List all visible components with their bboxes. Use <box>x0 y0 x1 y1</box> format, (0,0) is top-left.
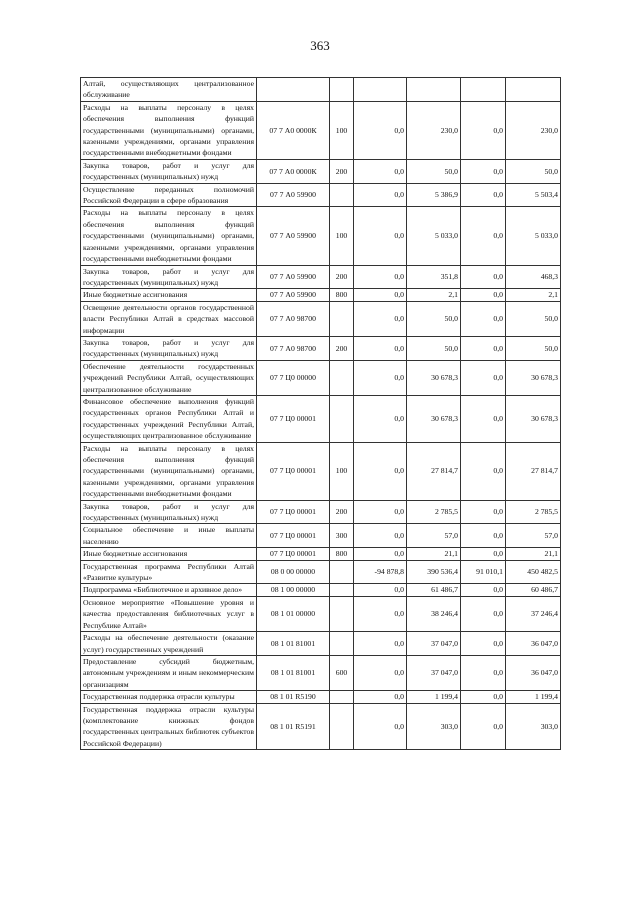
amount-current-cell <box>407 78 461 102</box>
amount-change-cell <box>354 78 407 102</box>
target-code-cell: 07 7 А0 98700 <box>257 301 330 336</box>
amount-adjustment-cell: 0,0 <box>461 336 506 360</box>
expense-type-cell <box>330 703 354 750</box>
amount-total-cell: 36 047,0 <box>506 655 561 690</box>
amount-adjustment-cell: 0,0 <box>461 442 506 500</box>
row-name-cell: Алтай, осуществляющих централизованное обслуживание <box>81 78 257 102</box>
expense-type-cell <box>330 301 354 336</box>
amount-change-cell: 0,0 <box>354 207 407 265</box>
amount-change-cell: 0,0 <box>354 183 407 207</box>
amount-adjustment-cell: 0,0 <box>461 548 506 560</box>
amount-adjustment-cell <box>461 78 506 102</box>
amount-current-cell: 5 033,0 <box>407 207 461 265</box>
amount-total-cell: 57,0 <box>506 524 561 548</box>
amount-current-cell: 303,0 <box>407 703 461 750</box>
row-name-cell: Социальное обеспечение и иные выплаты населению <box>81 524 257 548</box>
expense-type-cell: 800 <box>330 548 354 560</box>
amount-total-cell: 2 785,5 <box>506 500 561 524</box>
table-row <box>81 560 561 584</box>
amount-adjustment-cell: 0,0 <box>461 524 506 548</box>
amount-total-cell: 60 486,7 <box>506 584 561 596</box>
amount-total-cell: 468,3 <box>506 265 561 289</box>
amount-total-cell: 27 814,7 <box>506 442 561 500</box>
row-name-cell: Закупка товаров, работ и услуг для государственных (муниципальных) нужд <box>81 500 257 524</box>
target-code-cell: 07 7 Ц0 00001 <box>257 500 330 524</box>
amount-current-cell: 50,0 <box>407 301 461 336</box>
row-name-cell: Обеспечение деятельности государственных учреждений Республики Алтай, осуществляющих централизованное обслуживание <box>81 360 257 395</box>
amount-total-cell: 450 482,5 <box>506 560 561 584</box>
amount-adjustment-cell: 0,0 <box>461 207 506 265</box>
table-row <box>81 655 561 690</box>
amount-total-cell: 21,1 <box>506 548 561 560</box>
row-name-cell: Освещение деятельности органов государственной власти Республики Алтай в средствах массовой информации <box>81 301 257 336</box>
row-name-cell: Закупка товаров, работ и услуг для государственных (муниципальных) нужд <box>81 159 257 183</box>
target-code-cell: 07 7 А0 0000К <box>257 159 330 183</box>
amount-adjustment-cell: 0,0 <box>461 691 506 703</box>
target-code-cell: 08 0 00 00000 <box>257 560 330 584</box>
target-code-cell: 08 1 01 81001 <box>257 632 330 656</box>
amount-current-cell: 21,1 <box>407 548 461 560</box>
row-name-cell: Иные бюджетные ассигнования <box>81 289 257 301</box>
amount-change-cell: 0,0 <box>354 632 407 656</box>
amount-total-cell: 30 678,3 <box>506 360 561 395</box>
expense-type-cell <box>330 584 354 596</box>
expense-type-cell: 200 <box>330 159 354 183</box>
target-code-cell: 08 1 01 R5191 <box>257 703 330 750</box>
row-name-cell: Финансовое обеспечение выполнения функций государственных органов Республики Алтай и государственных учреждений Республики Алтай, осуществляющих централизованное обслуживание <box>81 395 257 442</box>
table-row <box>81 78 561 102</box>
amount-adjustment-cell: 0,0 <box>461 632 506 656</box>
budget-table <box>80 77 561 750</box>
amount-current-cell: 38 246,4 <box>407 596 461 631</box>
expense-type-cell: 600 <box>330 655 354 690</box>
table-row <box>81 548 561 560</box>
expense-type-cell <box>330 560 354 584</box>
amount-total-cell: 37 246,4 <box>506 596 561 631</box>
expense-type-cell <box>330 360 354 395</box>
row-name-cell: Расходы на выплаты персоналу в целях обеспечения выполнения функций государственными (муниципальными) органами, казенными учреждениями, органами управления государственными внебюджетными фондами <box>81 442 257 500</box>
amount-change-cell: 0,0 <box>354 301 407 336</box>
table-row <box>81 336 561 360</box>
target-code-cell: 07 7 А0 0000К <box>257 101 330 159</box>
target-code-cell: 07 7 Ц0 00001 <box>257 395 330 442</box>
expense-type-cell: 200 <box>330 500 354 524</box>
amount-change-cell: 0,0 <box>354 442 407 500</box>
table-row <box>81 360 561 395</box>
expense-type-cell: 200 <box>330 265 354 289</box>
amount-adjustment-cell: 0,0 <box>461 289 506 301</box>
amount-total-cell: 36 047,0 <box>506 632 561 656</box>
table-row <box>81 265 561 289</box>
expense-type-cell: 100 <box>330 207 354 265</box>
amount-adjustment-cell: 0,0 <box>461 584 506 596</box>
amount-change-cell: 0,0 <box>354 524 407 548</box>
table-row <box>81 500 561 524</box>
expense-type-cell <box>330 78 354 102</box>
target-code-cell: 07 7 Ц0 00001 <box>257 524 330 548</box>
amount-current-cell: 50,0 <box>407 336 461 360</box>
amount-total-cell: 1 199,4 <box>506 691 561 703</box>
amount-total-cell <box>506 78 561 102</box>
expense-type-cell: 100 <box>330 101 354 159</box>
target-code-cell: 07 7 А0 98700 <box>257 336 330 360</box>
target-code-cell: 07 7 А0 59900 <box>257 207 330 265</box>
amount-current-cell: 37 047,0 <box>407 655 461 690</box>
amount-adjustment-cell: 0,0 <box>461 395 506 442</box>
target-code-cell <box>257 78 330 102</box>
target-code-cell: 08 1 01 00000 <box>257 596 330 631</box>
amount-total-cell: 30 678,3 <box>506 395 561 442</box>
amount-current-cell: 230,0 <box>407 101 461 159</box>
amount-current-cell: 1 199,4 <box>407 691 461 703</box>
amount-total-cell: 50,0 <box>506 336 561 360</box>
expense-type-cell: 300 <box>330 524 354 548</box>
amount-change-cell: 0,0 <box>354 548 407 560</box>
amount-total-cell: 303,0 <box>506 703 561 750</box>
amount-change-cell: 0,0 <box>354 360 407 395</box>
amount-adjustment-cell: 0,0 <box>461 655 506 690</box>
expense-type-cell <box>330 691 354 703</box>
table-row <box>81 101 561 159</box>
amount-adjustment-cell: 0,0 <box>461 360 506 395</box>
amount-current-cell: 351,8 <box>407 265 461 289</box>
page-number: 363 <box>310 38 330 53</box>
row-name-cell: Государственная программа Республики Алтай «Развитие культуры» <box>81 560 257 584</box>
row-name-cell: Расходы на выплаты персоналу в целях обеспечения выполнения функций государственными (муниципальными) органами, казенными учреждениями, органами управления государственными внебюджетными фондами <box>81 101 257 159</box>
amount-change-cell: 0,0 <box>354 101 407 159</box>
target-code-cell: 08 1 01 R5190 <box>257 691 330 703</box>
amount-change-cell: 0,0 <box>354 289 407 301</box>
table-row <box>81 301 561 336</box>
amount-change-cell: 0,0 <box>354 395 407 442</box>
table-row <box>81 289 561 301</box>
target-code-cell: 07 7 А0 59900 <box>257 183 330 207</box>
row-name-cell: Иные бюджетные ассигнования <box>81 548 257 560</box>
amount-current-cell: 61 486,7 <box>407 584 461 596</box>
amount-change-cell: 0,0 <box>354 500 407 524</box>
target-code-cell: 07 7 А0 59900 <box>257 265 330 289</box>
row-name-cell: Осуществление переданных полномочий Российской Федерации в сфере образования <box>81 183 257 207</box>
amount-current-cell: 2 785,5 <box>407 500 461 524</box>
row-name-cell: Государственная поддержка отрасли культуры <box>81 691 257 703</box>
amount-change-cell: 0,0 <box>354 159 407 183</box>
table-row <box>81 703 561 750</box>
expense-type-cell <box>330 632 354 656</box>
amount-change-cell: 0,0 <box>354 336 407 360</box>
amount-current-cell: 5 386,9 <box>407 183 461 207</box>
amount-adjustment-cell: 0,0 <box>461 159 506 183</box>
amount-change-cell: 0,0 <box>354 655 407 690</box>
expense-type-cell <box>330 183 354 207</box>
target-code-cell: 07 7 А0 59900 <box>257 289 330 301</box>
amount-total-cell: 5 503,4 <box>506 183 561 207</box>
amount-current-cell: 30 678,3 <box>407 360 461 395</box>
expense-type-cell: 200 <box>330 336 354 360</box>
table-row <box>81 395 561 442</box>
amount-change-cell: 0,0 <box>354 703 407 750</box>
target-code-cell: 08 1 01 81001 <box>257 655 330 690</box>
expense-type-cell <box>330 596 354 631</box>
table-row <box>81 596 561 631</box>
row-name-cell: Подпрограмма «Библиотечное и архивное дело» <box>81 584 257 596</box>
amount-change-cell: 0,0 <box>354 584 407 596</box>
amount-total-cell: 2,1 <box>506 289 561 301</box>
row-name-cell: Закупка товаров, работ и услуг для государственных (муниципальных) нужд <box>81 336 257 360</box>
expense-type-cell <box>330 395 354 442</box>
amount-current-cell: 37 047,0 <box>407 632 461 656</box>
amount-change-cell: -94 878,8 <box>354 560 407 584</box>
expense-type-cell: 100 <box>330 442 354 500</box>
row-name-cell: Предоставление субсидий бюджетным, автономным учреждениям и иным некоммерческим организациям <box>81 655 257 690</box>
amount-adjustment-cell: 0,0 <box>461 301 506 336</box>
amount-current-cell: 390 536,4 <box>407 560 461 584</box>
amount-total-cell: 50,0 <box>506 159 561 183</box>
amount-total-cell: 230,0 <box>506 101 561 159</box>
table-row <box>81 183 561 207</box>
amount-total-cell: 5 033,0 <box>506 207 561 265</box>
target-code-cell: 07 7 Ц0 00001 <box>257 548 330 560</box>
row-name-cell: Расходы на обеспечение деятельности (оказание услуг) государственных учреждений <box>81 632 257 656</box>
amount-change-cell: 0,0 <box>354 596 407 631</box>
amount-current-cell: 2,1 <box>407 289 461 301</box>
amount-current-cell: 50,0 <box>407 159 461 183</box>
budget-table-body <box>81 78 561 750</box>
expense-type-cell: 800 <box>330 289 354 301</box>
target-code-cell: 07 7 Ц0 00000 <box>257 360 330 395</box>
table-row <box>81 632 561 656</box>
amount-current-cell: 27 814,7 <box>407 442 461 500</box>
amount-adjustment-cell: 91 010,1 <box>461 560 506 584</box>
amount-change-cell: 0,0 <box>354 265 407 289</box>
table-row <box>81 442 561 500</box>
table-row <box>81 584 561 596</box>
table-row <box>81 524 561 548</box>
table-row <box>81 691 561 703</box>
amount-adjustment-cell: 0,0 <box>461 703 506 750</box>
table-row <box>81 159 561 183</box>
row-name-cell: Государственная поддержка отрасли культуры (комплектование книжных фондов государственных центральных библиотек субъектов Российской Федерации) <box>81 703 257 750</box>
amount-adjustment-cell: 0,0 <box>461 265 506 289</box>
amount-adjustment-cell: 0,0 <box>461 500 506 524</box>
target-code-cell: 07 7 Ц0 00001 <box>257 442 330 500</box>
amount-total-cell: 50,0 <box>506 301 561 336</box>
amount-adjustment-cell: 0,0 <box>461 183 506 207</box>
row-name-cell: Закупка товаров, работ и услуг для государственных (муниципальных) нужд <box>81 265 257 289</box>
amount-adjustment-cell: 0,0 <box>461 596 506 631</box>
amount-change-cell: 0,0 <box>354 691 407 703</box>
amount-current-cell: 57,0 <box>407 524 461 548</box>
target-code-cell: 08 1 00 00000 <box>257 584 330 596</box>
row-name-cell: Расходы на выплаты персоналу в целях обеспечения выполнения функций государственными (муниципальными) органами, казенными учреждениями, органами управления государственными внебюджетными фондами <box>81 207 257 265</box>
amount-current-cell: 30 678,3 <box>407 395 461 442</box>
row-name-cell: Основное мероприятие «Повышение уровня и качества предоставления библиотечных услуг в Республике Алтай» <box>81 596 257 631</box>
amount-adjustment-cell: 0,0 <box>461 101 506 159</box>
table-row <box>81 207 561 265</box>
